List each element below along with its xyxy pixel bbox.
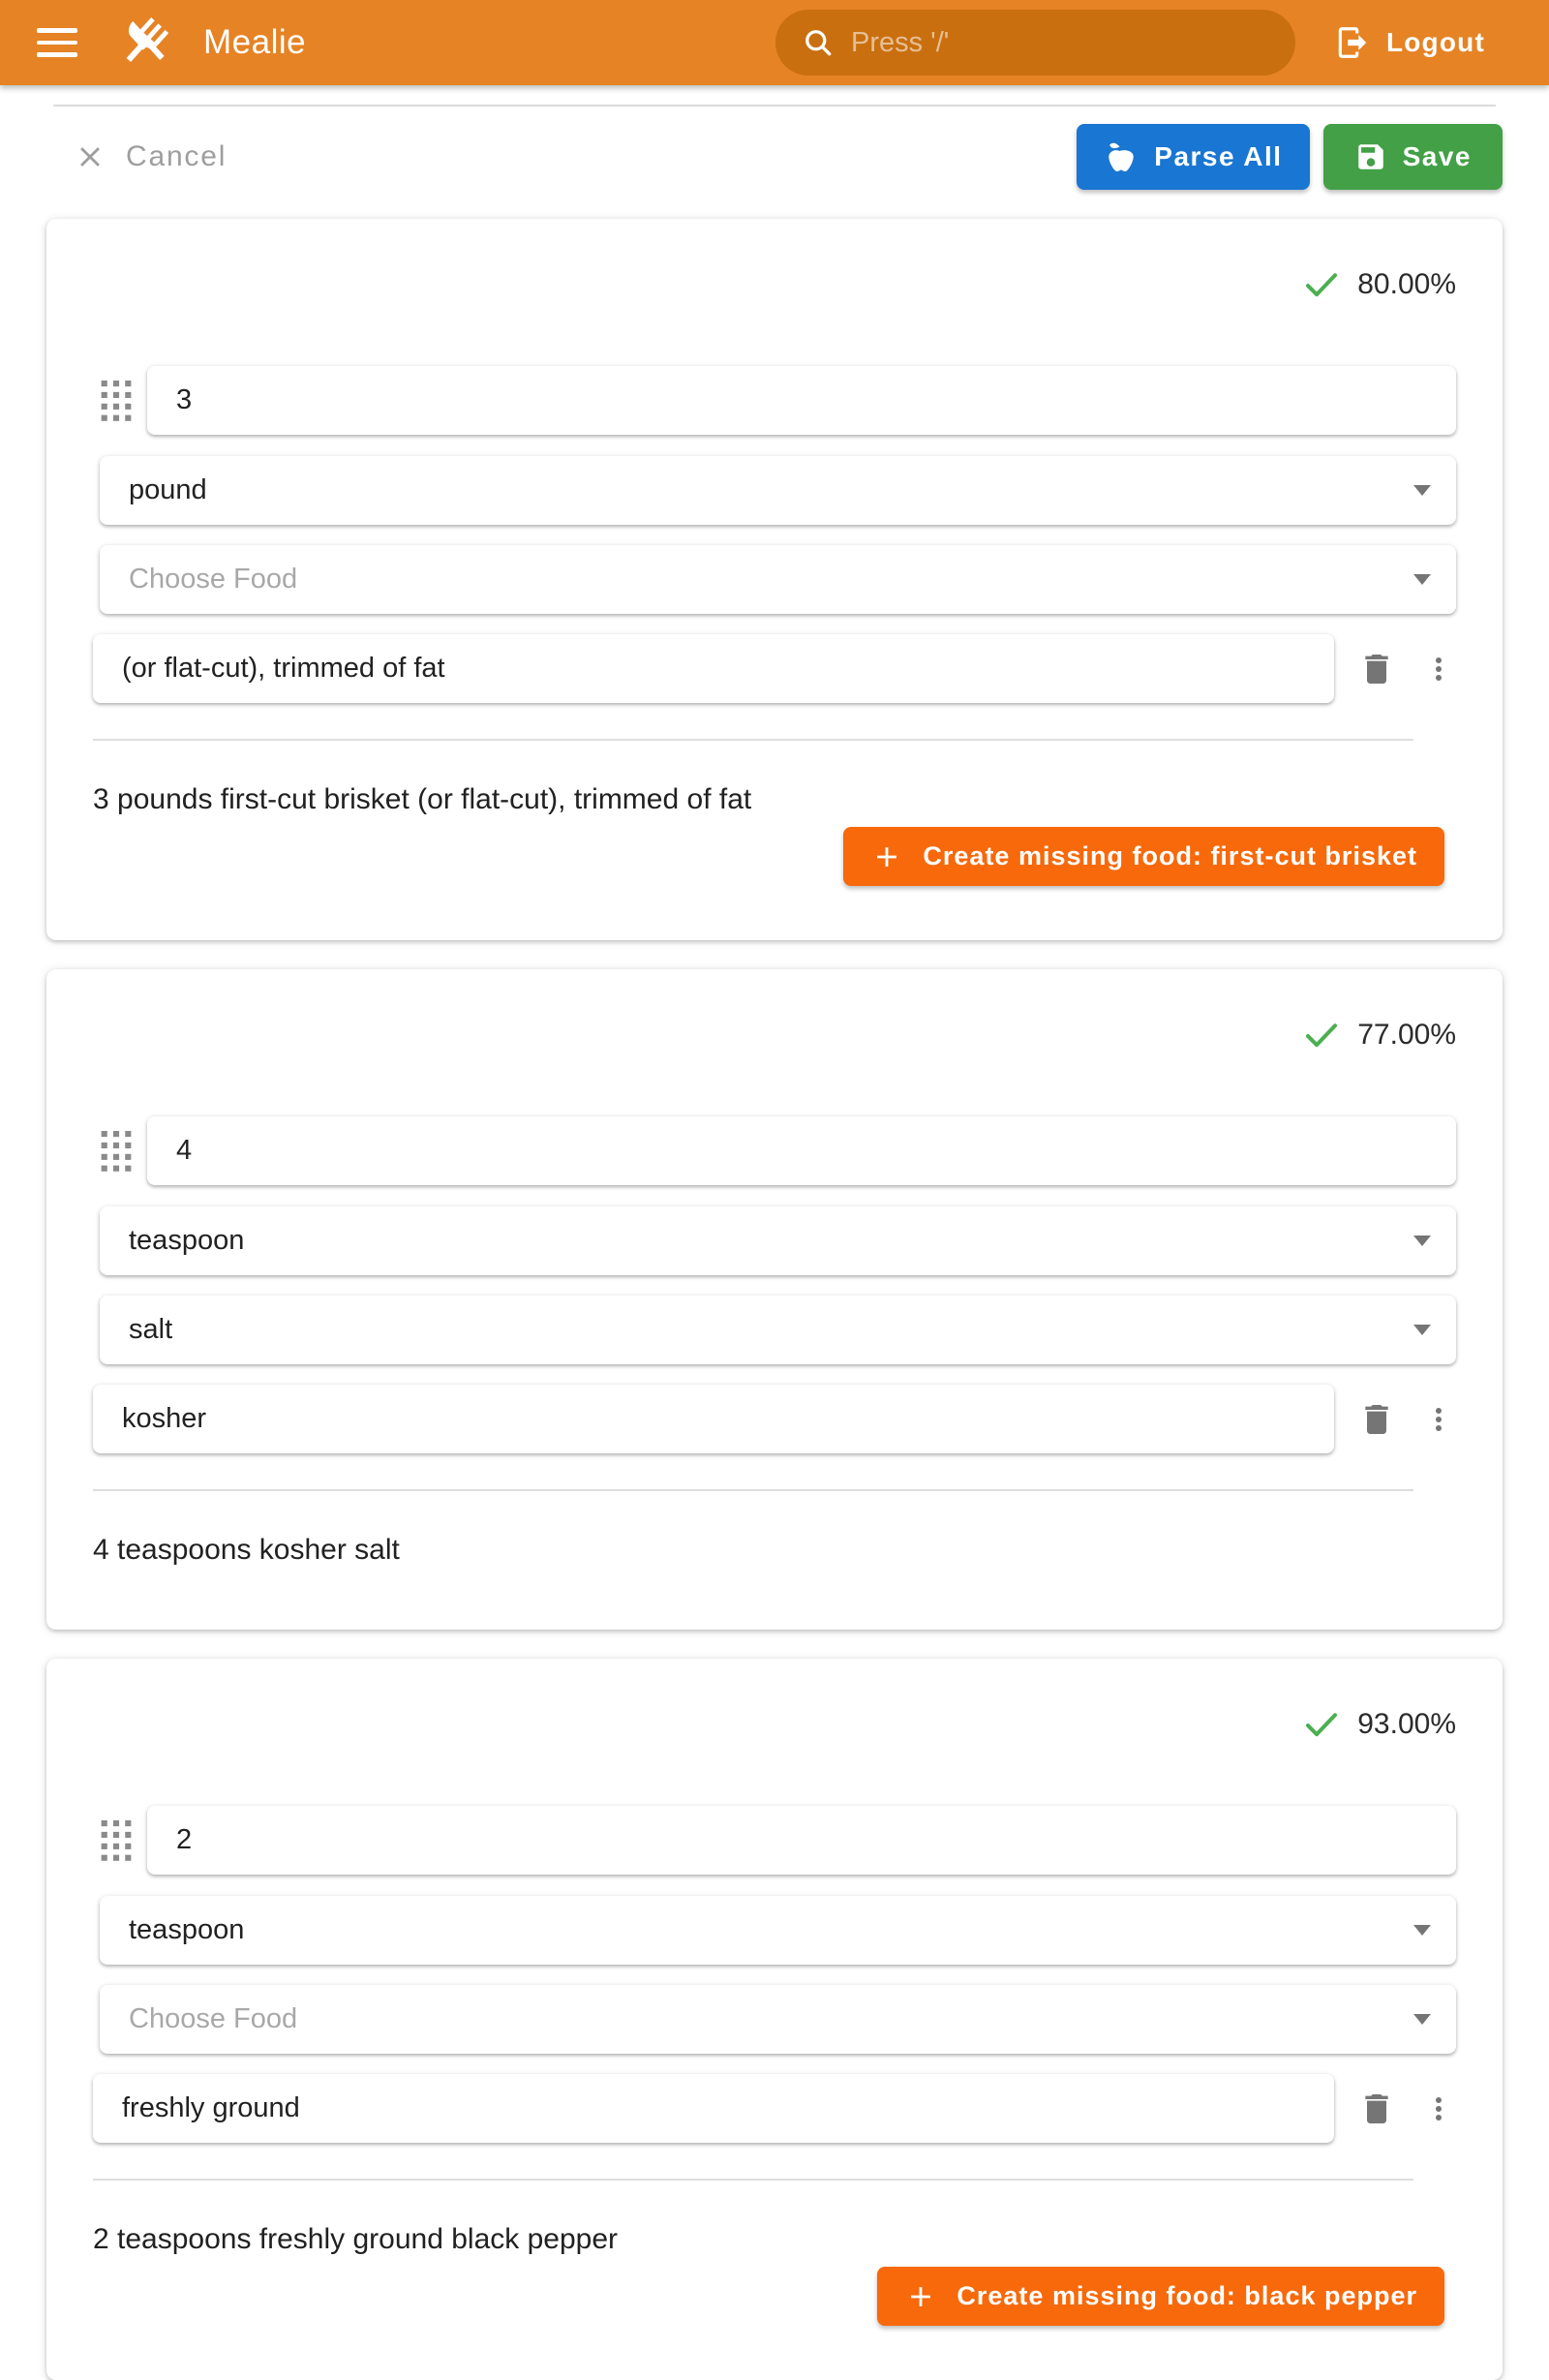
confidence-value: 93.00%: [1357, 1708, 1456, 1740]
unit-select[interactable]: [100, 1896, 1456, 1965]
food-select[interactable]: [100, 545, 1456, 614]
cancel-button[interactable]: [74, 140, 227, 173]
food-row: [100, 1985, 1456, 2054]
create-missing-food-label: Create missing food: first-cut brisket: [923, 841, 1417, 870]
confidence-row: [93, 1016, 1456, 1054]
quantity-input[interactable]: [147, 1116, 1456, 1185]
confidence-row: [93, 265, 1456, 304]
unit-select[interactable]: [100, 456, 1456, 525]
ingredient-card: [46, 219, 1503, 940]
drag-handle-icon[interactable]: [97, 1131, 136, 1172]
food-row: [100, 545, 1456, 614]
unit-value: teaspoon: [129, 1914, 245, 1945]
food-select[interactable]: [100, 1296, 1456, 1364]
quantity-row: [93, 1806, 1456, 1875]
note-input[interactable]: [93, 634, 1334, 703]
chevron-down-icon: [1413, 485, 1431, 496]
confidence-value: 77.00%: [1357, 1019, 1456, 1051]
menu-icon[interactable]: [37, 28, 77, 57]
check-icon: [1301, 1015, 1342, 1055]
quantity-input[interactable]: [147, 1806, 1456, 1875]
parse-all-button[interactable]: [1077, 124, 1309, 190]
create-missing-row: [93, 2267, 1444, 2326]
save-button[interactable]: [1323, 124, 1503, 190]
unit-row: [100, 1896, 1456, 1965]
toolbar-actions: [1077, 124, 1503, 190]
dots-vertical-icon: [1421, 2091, 1456, 2126]
logout-label: Logout: [1385, 27, 1485, 57]
search-icon: [801, 25, 835, 60]
card-divider: [93, 739, 1413, 741]
create-missing-food-label: Create missing food: black pepper: [957, 2281, 1417, 2310]
ingredient-card: [46, 1659, 1503, 2380]
chevron-down-icon: [1413, 1236, 1431, 1246]
app-header: [0, 0, 1549, 85]
trash-icon: [1357, 650, 1396, 688]
food-value: salt: [129, 1314, 173, 1345]
parse-all-label: Parse All: [1154, 141, 1283, 171]
note-row: [93, 1385, 1456, 1453]
save-icon: [1354, 140, 1387, 173]
quantity-row: [93, 1116, 1456, 1185]
app-title: Mealie: [203, 23, 307, 61]
dots-vertical-icon: [1421, 1402, 1456, 1437]
logout-icon: [1334, 24, 1371, 61]
close-icon: [74, 140, 106, 173]
unit-select[interactable]: [100, 1206, 1456, 1275]
search-placeholder: Press '/': [851, 26, 950, 58]
confidence-value: 80.00%: [1357, 268, 1456, 300]
unit-value: teaspoon: [129, 1225, 245, 1256]
note-input[interactable]: [93, 1385, 1334, 1453]
dots-vertical-icon: [1421, 652, 1456, 687]
more-options-button[interactable]: [1421, 652, 1456, 687]
note-row: [93, 634, 1456, 703]
note-input[interactable]: [93, 2074, 1334, 2143]
search-input[interactable]: [775, 10, 1295, 76]
food-placeholder: Choose Food: [129, 564, 298, 595]
drag-handle-icon[interactable]: [97, 381, 136, 421]
logout-button[interactable]: [1328, 23, 1491, 62]
more-options-button[interactable]: [1421, 2091, 1456, 2126]
apple-icon: [1104, 139, 1139, 174]
trash-icon: [1357, 1400, 1396, 1439]
confidence-row: [93, 1705, 1456, 1744]
header-divider: [53, 105, 1496, 107]
trash-icon: [1357, 2090, 1396, 2128]
original-ingredient-text: 2 teaspoons freshly ground black pepper: [93, 2223, 619, 2255]
more-options-button[interactable]: [1421, 1402, 1456, 1437]
delete-button[interactable]: [1357, 1400, 1396, 1439]
check-icon: [1301, 1704, 1342, 1745]
chevron-down-icon: [1413, 574, 1431, 585]
unit-row: [100, 456, 1456, 525]
chevron-down-icon: [1413, 2014, 1431, 2025]
cancel-label: Cancel: [126, 140, 228, 172]
original-ingredient-text: 4 teaspoons kosher salt: [93, 1534, 400, 1566]
plus-icon: [904, 2280, 937, 2313]
food-select[interactable]: [100, 1985, 1456, 2054]
note-row: [93, 2074, 1456, 2143]
create-missing-food-button[interactable]: [877, 2267, 1444, 2326]
delete-button[interactable]: [1357, 650, 1396, 688]
delete-button[interactable]: [1357, 2090, 1396, 2128]
create-missing-row: [93, 827, 1444, 886]
unit-row: [100, 1206, 1456, 1275]
quantity-input[interactable]: [147, 366, 1456, 435]
save-label: Save: [1402, 141, 1472, 171]
check-icon: [1301, 264, 1342, 305]
food-row: [100, 1296, 1456, 1364]
unit-value: pound: [129, 474, 207, 505]
quantity-row: [93, 366, 1456, 435]
plus-icon: [870, 840, 903, 873]
create-missing-food-button[interactable]: [843, 827, 1444, 886]
mealie-logo-icon: [116, 15, 172, 71]
card-divider: [93, 2179, 1413, 2181]
ingredient-card: [46, 969, 1503, 1630]
chevron-down-icon: [1413, 1925, 1431, 1936]
food-placeholder: Choose Food: [129, 2003, 298, 2034]
parser-toolbar: [46, 124, 1503, 190]
drag-handle-icon[interactable]: [97, 1820, 136, 1861]
card-divider: [93, 1489, 1413, 1491]
original-ingredient-text: 3 pounds first-cut brisket (or flat-cut), trimmed of fat: [93, 783, 752, 815]
chevron-down-icon: [1413, 1325, 1431, 1335]
